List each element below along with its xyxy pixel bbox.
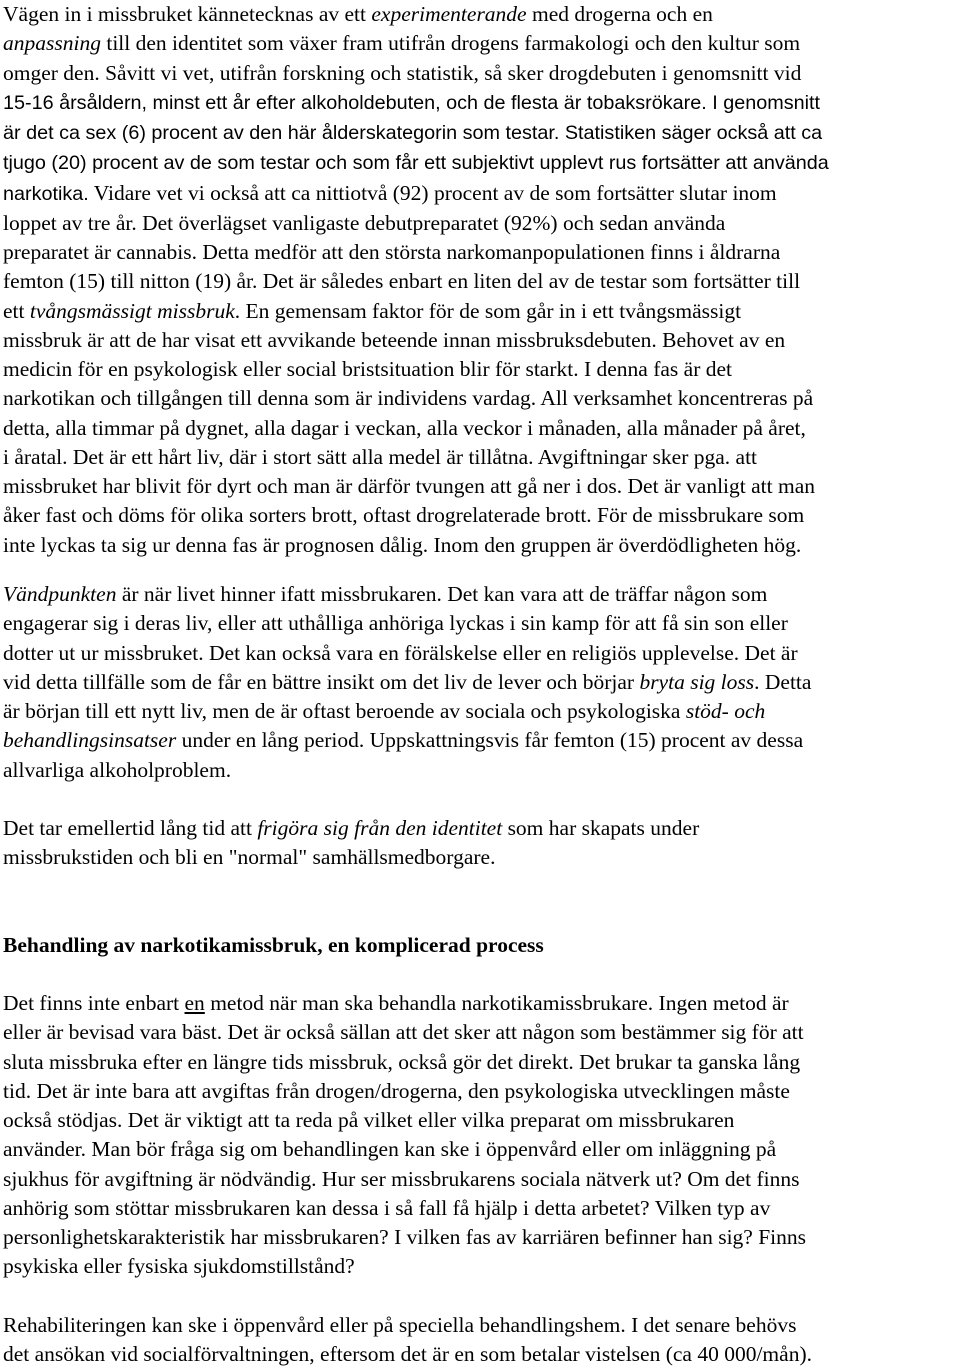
text-run: som har skapats under	[502, 816, 700, 840]
text-line	[3, 1077, 958, 1106]
sans-serif-text: Statistiken säger också att ca	[559, 122, 823, 144]
text-run: narkotikan och tillgången till denna som är individens vardag. All verksamhet koncentreras på	[3, 386, 814, 411]
text-run: under en lång period. Uppskattningsvis får femton (15) procent av dessa	[176, 728, 804, 753]
text-run: vid detta tillfälle som de får en bättre insikt om det liv de lever och börjar	[3, 669, 640, 694]
text-run: missbruket har blivit för dyrt och man är därför tvungen att gå ner i dos. Det är vanligt att man	[3, 474, 815, 498]
underlined-word: en	[184, 991, 205, 1015]
italic-phrase: bryta sig loss	[639, 669, 755, 694]
text-line	[3, 989, 958, 1018]
text-line	[3, 1223, 958, 1252]
text-run: med drogerna och en	[526, 2, 713, 26]
text-line	[3, 29, 958, 58]
text-run: missbrukstiden och bli en "normal" samhällsmedborgare.	[3, 845, 496, 870]
text-run: medicin för en psykologisk eller social bristsituation blir för starkt. I denna fas är det	[3, 357, 733, 381]
sans-serif-text: 15-16 årsåldern, minst ett år efter alkoholdebuten, och de flesta är tobaksrökare. I genomsnitt	[3, 91, 820, 114]
text-run: missbruk är att de har visat ett avvikande beteende innan missbruksdebuten. Behovet av en	[3, 327, 786, 352]
text-line	[3, 843, 958, 872]
text-run: dotter ut ur missbruket. Det kan också vara en förälskelse eller en religiös upplevelse. Det är	[3, 640, 798, 665]
sans-serif-text: tjugo (20) procent av de som testar och som får ett subjektivt upplevt rus fortsätter att använda	[3, 152, 829, 175]
text-line	[3, 59, 958, 88]
text-run: det ansökan vid socialförvaltningen, eftersom det är en som betalar vistelsen (ca 40 000/mån).	[3, 1342, 812, 1367]
italic-phrase: stöd- och	[685, 699, 766, 723]
italic-phrase: experimenterande	[371, 2, 527, 26]
text-line	[3, 1252, 958, 1281]
text-run: personlighetskarakteristik har missbrukaren? I vilken fas av karriären befinner han sig? Finns	[3, 1225, 807, 1249]
sans-serif-text: narkotika.	[3, 182, 89, 205]
text-line	[3, 326, 958, 355]
text-run: Rehabiliteringen kan ske i öppenvård eller på speciella behandlingshem. I det senare behövs	[3, 1313, 797, 1337]
text-run: använder. Man bör fråga sig om behandlingen kan ske i öppenvård eller om inläggning på	[3, 1137, 777, 1162]
paragraph-1-lines	[3, 0, 958, 560]
italic-phrase: Vändpunkten	[3, 582, 117, 606]
text-run: anhörig som stöttar missbrukaren kan dessa i så fall få hjälp i detta arbetet? Vilken typ av	[3, 1195, 771, 1220]
text-line	[3, 609, 958, 638]
text-line	[3, 0, 958, 29]
text-run: engagerar sig i deras liv, eller att uthålliga anhöriga lyckas i sin kamp för att få sin son eller	[3, 611, 788, 636]
text-run: eller är bevisad vara bäst. Det är också sällan att det sker att någon som bestämmer sig för att	[3, 1020, 804, 1045]
text-run: preparatet är cannabis. Detta medför att den största narkomanpopulationen finns i åldrarna	[3, 240, 781, 264]
text-line	[3, 148, 958, 178]
heading-text: Behandling av narkotikamissbruk, en komplicerad process	[3, 933, 544, 957]
text-line	[3, 814, 958, 843]
text-run: metod när man ska behandla narkotikamissbrukare. Ingen metod är	[204, 991, 789, 1015]
text-line	[3, 179, 958, 209]
italic-phrase: behandlingsinsatser	[3, 728, 177, 753]
text-run: . En gemensam faktor för de som går in i ett tvångsmässigt	[234, 298, 742, 323]
italic-phrase: tvångsmässigt missbruk	[29, 298, 235, 323]
text-line	[3, 209, 958, 238]
paragraph-treatment	[3, 989, 958, 1282]
text-line	[3, 414, 958, 443]
text-line	[3, 1135, 958, 1164]
text-line	[3, 118, 958, 148]
text-line	[3, 355, 958, 384]
paragraph-identity	[3, 814, 958, 873]
italic-phrase: frigöra sig från den identitet	[257, 816, 503, 840]
text-run: tid. Det är inte bara att avgiftas från drogen/drogerna, den psykologiska utvecklingen måste	[3, 1078, 790, 1103]
text-line	[3, 1194, 958, 1223]
italic-phrase: anpassning	[3, 31, 101, 56]
text-line	[3, 726, 958, 755]
text-line	[3, 1018, 958, 1047]
text-line	[3, 297, 958, 326]
text-run: . Detta	[754, 669, 812, 694]
text-line	[3, 1106, 958, 1135]
text-line	[3, 1340, 958, 1369]
text-run: omger den. Såvitt vi vet, utifrån forskning och statistik, så sker drogdebuten i genomsnitt vid	[3, 60, 802, 85]
text-run: i åratal. Det är ett hårt liv, där i stort sätt alla medel är tillåtna. Avgiftningar sker pga. att	[3, 444, 758, 469]
text-run: Vägen in i missbruket kännetecknas av ett	[3, 2, 372, 26]
text-line	[3, 267, 958, 296]
paragraph-turning-point	[3, 580, 958, 785]
text-run: femton (15) till nitton (19) år. Det är således enbart en liten del av de testar som fortsätter till	[3, 269, 801, 294]
text-line	[3, 1165, 958, 1194]
text-line	[3, 443, 958, 472]
text-line	[3, 756, 958, 785]
text-run: loppet av tre år. Det överlägset vanligaste debutpreparatet (92%) och sedan använda	[3, 210, 726, 235]
text-line	[3, 1048, 958, 1077]
text-line	[3, 1311, 958, 1340]
text-run: till den identitet som växer fram utifrån drogens farmakologi och den kultur som	[100, 31, 801, 56]
text-line	[3, 639, 958, 668]
text-line	[3, 668, 958, 697]
text-run: sluta missbruka efter en längre tids missbruk, också gör det direkt. Det brukar ta ganska lång	[3, 1049, 801, 1074]
text-line	[3, 501, 958, 530]
text-line	[3, 580, 958, 609]
text-run: är när livet hinner ifatt missbrukaren. Det kan vara att de träffar någon som	[116, 582, 768, 606]
text-run: också stödjas. Det är viktigt att ta reda på vilket eller vilka preparat om missbrukaren	[3, 1108, 735, 1132]
text-run: Det tar emellertid lång tid att	[3, 816, 258, 840]
text-run: åker fast och döms för olika sorters brott, oftast drogrelaterade brott. För de missbrukare som	[3, 503, 805, 528]
text-run: allvarliga alkoholproblem.	[3, 757, 232, 782]
text-line	[3, 531, 958, 560]
text-line	[3, 472, 958, 501]
text-run: Det finns inte enbart	[3, 991, 185, 1015]
text-run: sjukhus för avgiftning är nödvändig. Hur ser missbrukarens sociala nätverk ut? Om det finns	[3, 1166, 800, 1191]
paragraph-rehabilitation	[3, 1311, 958, 1369]
text-run: detta, alla timmar på dygnet, alla dagar i veckan, alla veckor i månaden, alla månader på året,	[3, 415, 806, 440]
text-line	[3, 384, 958, 413]
text-line	[3, 697, 958, 726]
text-run: psykiska eller fysiska sjukdomstillstånd?	[3, 1254, 355, 1279]
text-run: inte lyckas ta sig ur denna fas är prognosen dålig. Inom den gruppen är överdödligheten hög.	[3, 532, 802, 557]
text-line	[3, 238, 958, 267]
sans-serif-text: är det ca sex (6) procent av den här ålderskategorin som testar.	[3, 122, 560, 144]
text-run: Vidare vet vi också att ca nittiotvå (92) procent av de som fortsätter slutar inom	[88, 180, 777, 205]
text-run: är början till ett nytt liv, men de är oftast beroende av sociala och psykologiska	[3, 699, 686, 723]
text-run: ett	[3, 298, 30, 323]
text-line	[3, 88, 958, 118]
section-heading	[3, 931, 958, 960]
